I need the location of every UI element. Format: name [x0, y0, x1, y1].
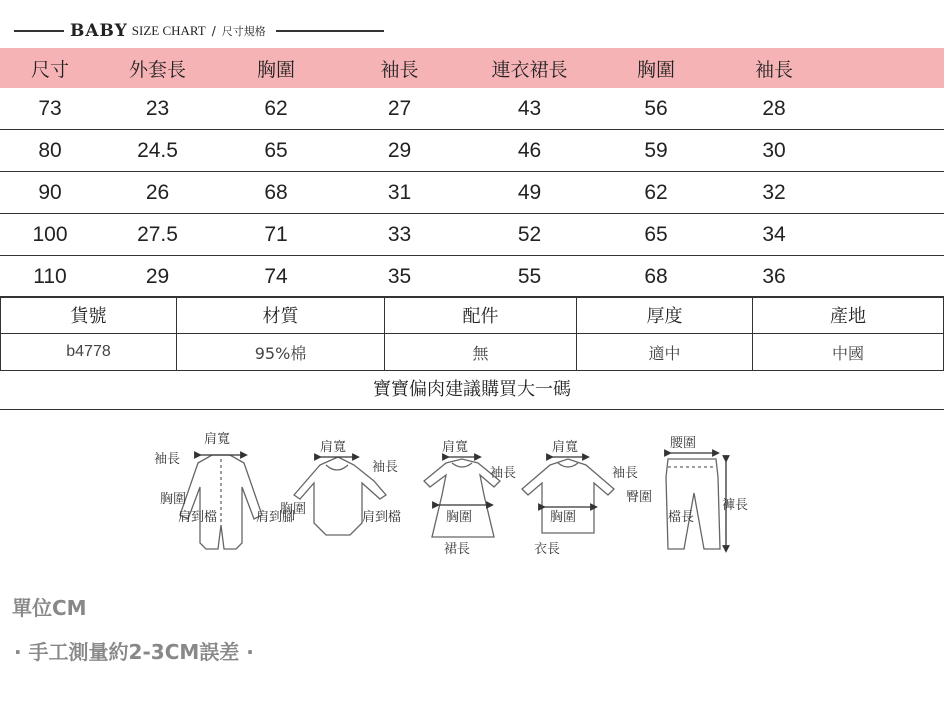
info-value-material: 95%棉 [177, 334, 385, 371]
measurement-error-note: · 手工測量約2-3CM誤差 · [14, 640, 254, 664]
col-header-size: 尺寸 [0, 48, 100, 88]
table-row [0, 130, 944, 172]
chart-subtitle-cn: 尺寸規格 [221, 25, 266, 38]
dress-length-label: 裙長 [444, 542, 471, 557]
table-cell: 29 [337, 130, 462, 172]
info-header-row [1, 297, 944, 334]
top-length-label: 衣長 [534, 542, 561, 557]
table-cell: 32 [715, 172, 833, 214]
table-cell: 29 [100, 256, 215, 298]
table-cell-blank [833, 214, 944, 256]
dress-shoulder-label: 肩寬 [442, 440, 469, 455]
info-value-item-no: b4778 [1, 334, 177, 371]
table-cell: 80 [0, 130, 100, 172]
subtitle-separator: / [211, 24, 216, 38]
table-cell: 27.5 [100, 214, 215, 256]
romper-foot-label: 肩到腳 [256, 510, 296, 525]
chart-header [14, 20, 384, 42]
pants-hip-label: 臀圍 [626, 490, 653, 505]
dress-sleeve-label: 袖長 [490, 466, 517, 481]
info-header-material: 材質 [177, 297, 385, 334]
garment-diagrams [150, 425, 750, 575]
table-row [0, 88, 944, 130]
table-cell: 73 [0, 88, 100, 130]
col-header-chest: 胸圍 [215, 48, 337, 88]
top-shoulder-label: 肩寬 [552, 440, 579, 455]
table-cell: 35 [337, 256, 462, 298]
table-cell: 27 [337, 88, 462, 130]
table-cell: 74 [215, 256, 337, 298]
table-cell: 26 [100, 172, 215, 214]
header-right-rule [276, 30, 384, 32]
pants-diagram [666, 453, 726, 549]
size-table-header-row [0, 48, 944, 88]
table-cell: 100 [0, 214, 100, 256]
table-cell: 30 [715, 130, 833, 172]
info-value-accessories: 無 [385, 334, 577, 371]
col-header-sleeve: 袖長 [337, 48, 462, 88]
table-cell: 46 [462, 130, 597, 172]
romper-crotch-label: 肩到檔 [178, 510, 218, 525]
table-cell: 110 [0, 256, 100, 298]
table-cell-blank [833, 172, 944, 214]
pants-waist-label: 腰圍 [670, 436, 697, 451]
table-cell: 65 [215, 130, 337, 172]
table-cell: 24.5 [100, 130, 215, 172]
table-cell: 28 [715, 88, 833, 130]
info-header-item-no: 貨號 [1, 297, 177, 334]
col-header-dress-chest: 胸圍 [597, 48, 715, 88]
table-cell: 36 [715, 256, 833, 298]
header-left-rule [14, 30, 64, 32]
table-cell: 56 [597, 88, 715, 130]
dress-chest-label: 胸圍 [446, 510, 473, 525]
bodysuit-sleeve-label: 袖長 [372, 460, 399, 475]
col-header-dress-sleeve: 袖長 [715, 48, 833, 88]
table-cell: 23 [100, 88, 215, 130]
table-cell: 34 [715, 214, 833, 256]
col-header-dress-length: 連衣裙長 [462, 48, 597, 88]
romper-chest-label: 胸圍 [160, 492, 187, 507]
table-cell: 68 [597, 256, 715, 298]
table-cell: 71 [215, 214, 337, 256]
sizing-advice: 寶寶偏肉建議購買大一碼 [0, 371, 944, 410]
bodysuit-crotch-label: 肩到檔 [362, 510, 402, 525]
col-header-coat-length: 外套長 [100, 48, 215, 88]
chart-subtitle: SIZE CHART [131, 23, 206, 38]
romper-shoulder-label: 肩寬 [204, 432, 231, 447]
table-cell-blank [833, 88, 944, 130]
bodysuit-chest-label: 胸圍 [280, 502, 307, 517]
table-cell: 62 [215, 88, 337, 130]
info-value-origin: 中國 [753, 334, 944, 371]
table-cell: 90 [0, 172, 100, 214]
info-value-row [1, 334, 944, 371]
unit-note: 單位CM [12, 596, 87, 620]
info-header-accessories: 配件 [385, 297, 577, 334]
table-cell-blank [833, 256, 944, 298]
table-row [0, 214, 944, 256]
table-cell: 68 [215, 172, 337, 214]
table-row [0, 172, 944, 214]
table-cell: 55 [462, 256, 597, 298]
brand-title: BABY [70, 21, 128, 41]
top-chest-label: 胸圍 [550, 510, 577, 525]
info-header-origin: 產地 [753, 297, 944, 334]
pants-crotch-label: 檔長 [668, 510, 695, 525]
col-header-blank [833, 48, 944, 88]
romper-diagram [180, 455, 262, 549]
table-cell-blank [833, 130, 944, 172]
table-cell: 65 [597, 214, 715, 256]
pants-length-label: 褲長 [722, 498, 749, 513]
info-header-thickness: 厚度 [577, 297, 753, 334]
bodysuit-shoulder-label: 肩寬 [320, 440, 347, 455]
table-cell: 49 [462, 172, 597, 214]
table-cell: 33 [337, 214, 462, 256]
table-cell: 52 [462, 214, 597, 256]
table-cell: 59 [597, 130, 715, 172]
table-cell: 43 [462, 88, 597, 130]
romper-sleeve-label: 袖長 [154, 452, 181, 467]
top-sleeve-label: 袖長 [612, 466, 639, 481]
info-value-thickness: 適中 [577, 334, 753, 371]
product-info-table [0, 296, 944, 371]
dress-diagram [424, 457, 500, 537]
table-row [0, 256, 944, 298]
table-cell: 31 [337, 172, 462, 214]
table-cell: 62 [597, 172, 715, 214]
size-table [0, 48, 944, 298]
